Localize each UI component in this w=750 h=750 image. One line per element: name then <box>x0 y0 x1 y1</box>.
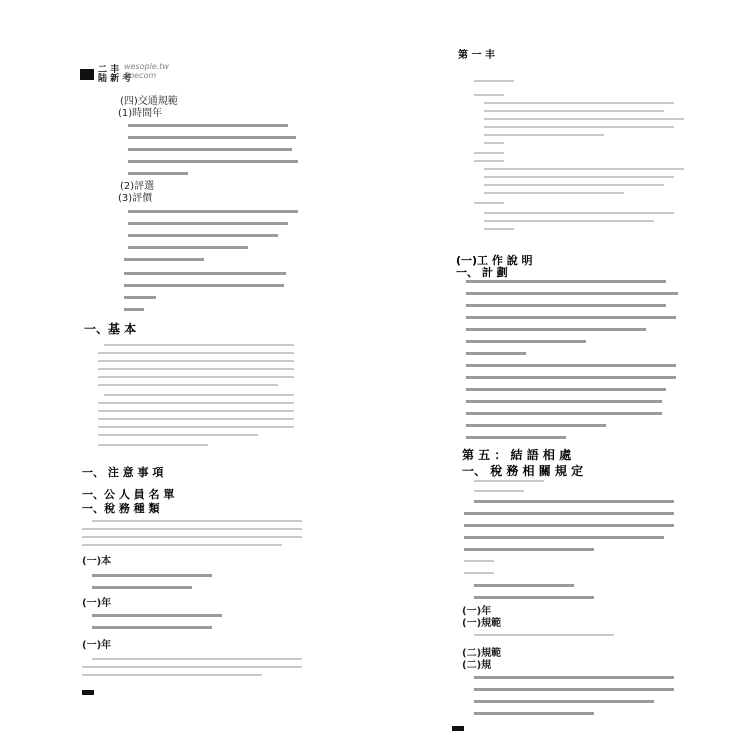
site-line-2: 3pecom <box>124 71 157 80</box>
mid-heading: 一、公 人 員 名 單 <box>82 488 175 501</box>
mid-heading: 一、 注 意 事 項 <box>82 466 164 479</box>
site-line-1: wesople.tw <box>124 62 169 71</box>
section-subheading: 一、 稅 務 相 關 規 定 <box>462 464 584 478</box>
sub-item: (二)規範 <box>462 648 502 659</box>
sub-item: (一)年 <box>462 606 492 617</box>
section-label: (3)評價 <box>118 193 153 204</box>
section-label: (1)時間年 <box>118 108 163 119</box>
sub-item: (二)規 <box>462 660 492 671</box>
section-heading: 第 五 ： 結 語 相 處 <box>462 448 572 462</box>
brand-line-1: 二 丰 <box>98 65 120 75</box>
sub-item: (一)本 <box>82 556 112 567</box>
section-label: (四)交通規範 <box>120 96 178 107</box>
section-label: (2)評選 <box>120 181 155 192</box>
section-heading: (一)工 作 說 明 <box>456 254 533 267</box>
sub-item: (一)年 <box>82 640 112 651</box>
page-heading: 第 一 丰 <box>458 50 495 61</box>
section-heading: 一、基 本 <box>84 322 137 336</box>
section-heading: 一、 計 劃 <box>456 266 508 279</box>
brand-line-2: 陆 新 考 <box>98 74 132 84</box>
page-number-mark <box>452 726 464 731</box>
mid-heading: 一、稅 務 種 類 <box>82 502 160 515</box>
brand-logo <box>80 62 184 84</box>
logo-mark-icon <box>80 69 94 80</box>
sub-item: (一)年 <box>82 598 112 609</box>
sub-item: (一)規範 <box>462 618 502 629</box>
page-number-mark <box>82 690 94 695</box>
